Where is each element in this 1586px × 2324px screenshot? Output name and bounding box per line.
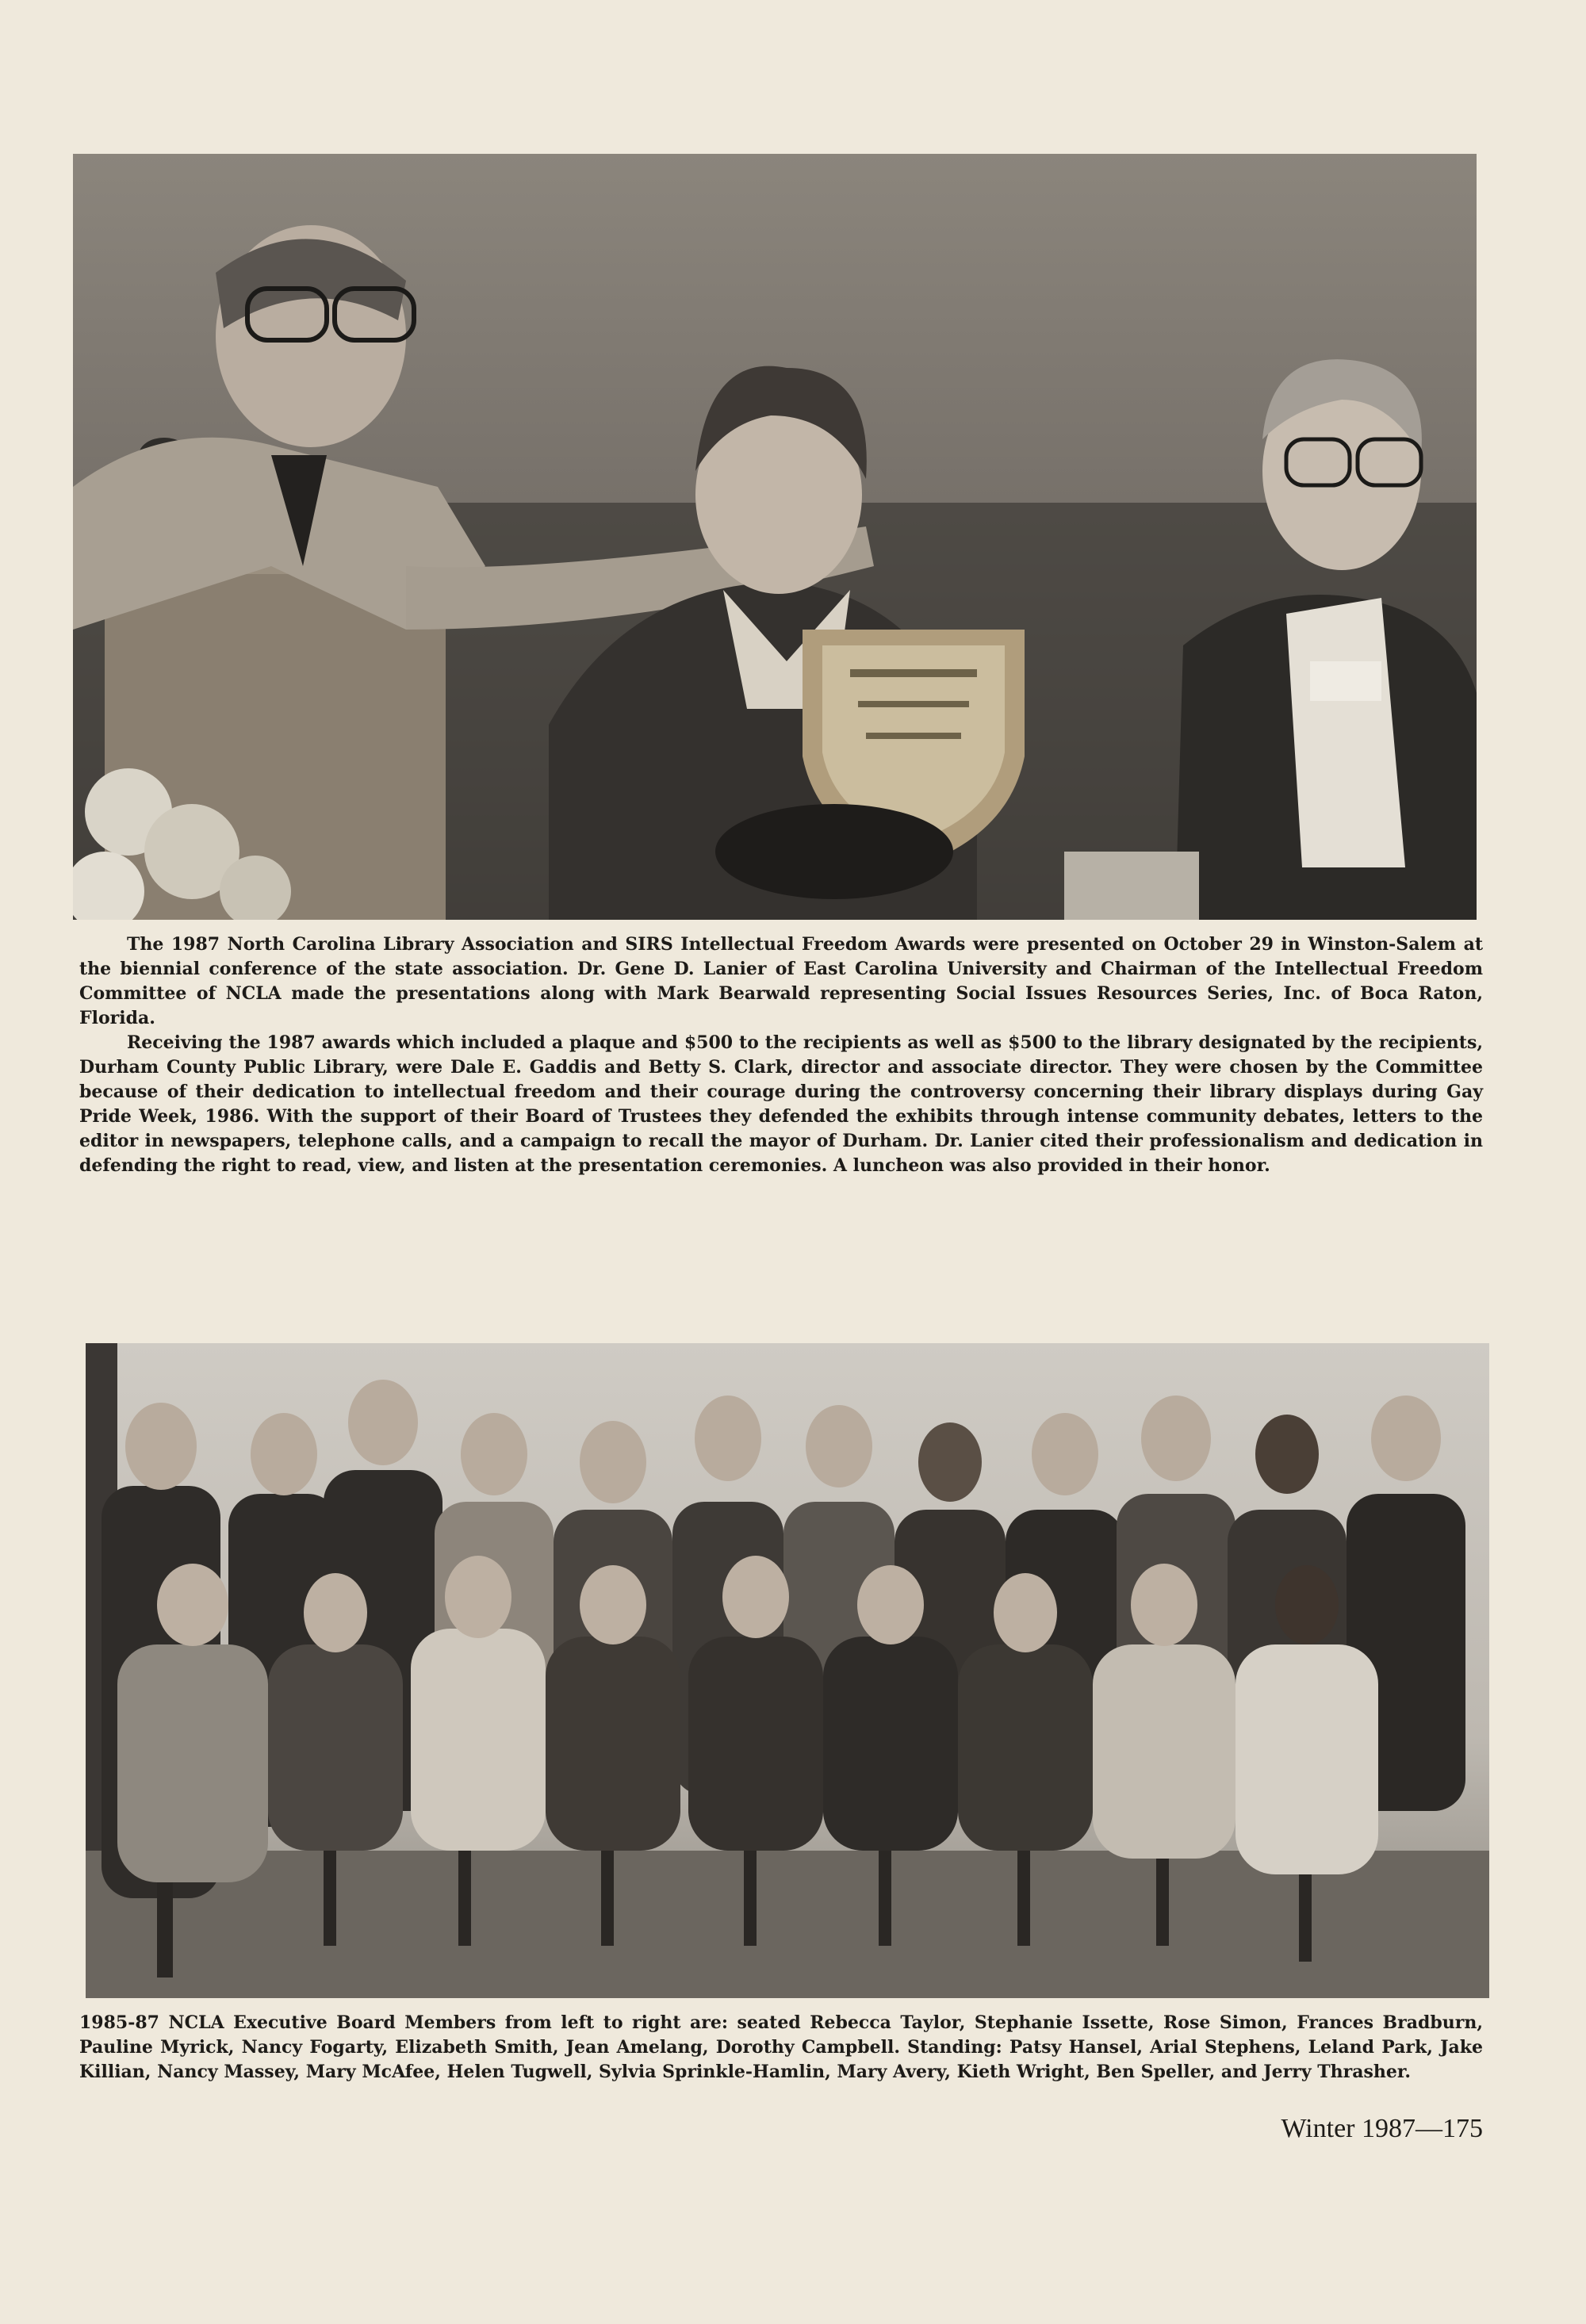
board-caption-text: 1985-87 NCLA Executive Board Members from left to right are: seated Rebecca Taylor, Stephanie Issette, Rose Simon, Frances Bradburn, Pauline Myrick, Nancy Fogarty, Elizabeth Smith, Jean Amelang, Dorothy Campbell. Standing: Patsy Hansel, Arial Stephens, Leland Park, Jake Killian, Nancy Massey, Mary McAfee, Helen Tugwell, Sylvia Sprinkle-Hamlin, Mary Avery, Kieth Wright, Ben Speller, and Jerry Thrasher. [79,2012,1483,2082]
award-caption [79,932,1483,1178]
award-caption-paragraph-1: The 1987 North Carolina Library Association and SIRS Intellectual Freedom Awards were presented on October 29 in Winston-Salem at the biennial conference of the state association. Dr. Gene D. Lanier of East Carolina University and Chairman of the Intellectual Freedom Committee of NCLA made the presentations along with Mark Bearwald representing Social Issues Resources Series, Inc. of Boca Raton, Florida. [79,934,1483,1028]
page-folio: Winter 1987—175 [1281,2114,1483,2143]
award-caption-paragraph-2: Receiving the 1987 awards which included a plaque and $500 to the recipients as well as $500 to the library designated by the recipients, Durham County Public Library, were Dale E. Gaddis and Betty S. Clark, director and associate director. They were chosen by the Committee because of their dedication to intellectual freedom and their courage during the controversy concerning their library displays during Gay Pride Week, 1986. With the support of their Board of Trustees they defended the exhibits through intense community debates, letters to the editor in newspapers, telephone calls, and a campaign to recall the mayor of Durham. Dr. Lanier cited their professionalism and dedication in defending the right to read, view, and listen at the presentation ceremonies. A luncheon was also provided in their honor. [79,1032,1483,1176]
award-presentation-image [73,154,1477,920]
executive-board-image [86,1343,1489,1998]
award-presentation-photo [73,154,1477,920]
board-caption [79,2011,1483,2085]
executive-board-photo [86,1343,1489,1998]
